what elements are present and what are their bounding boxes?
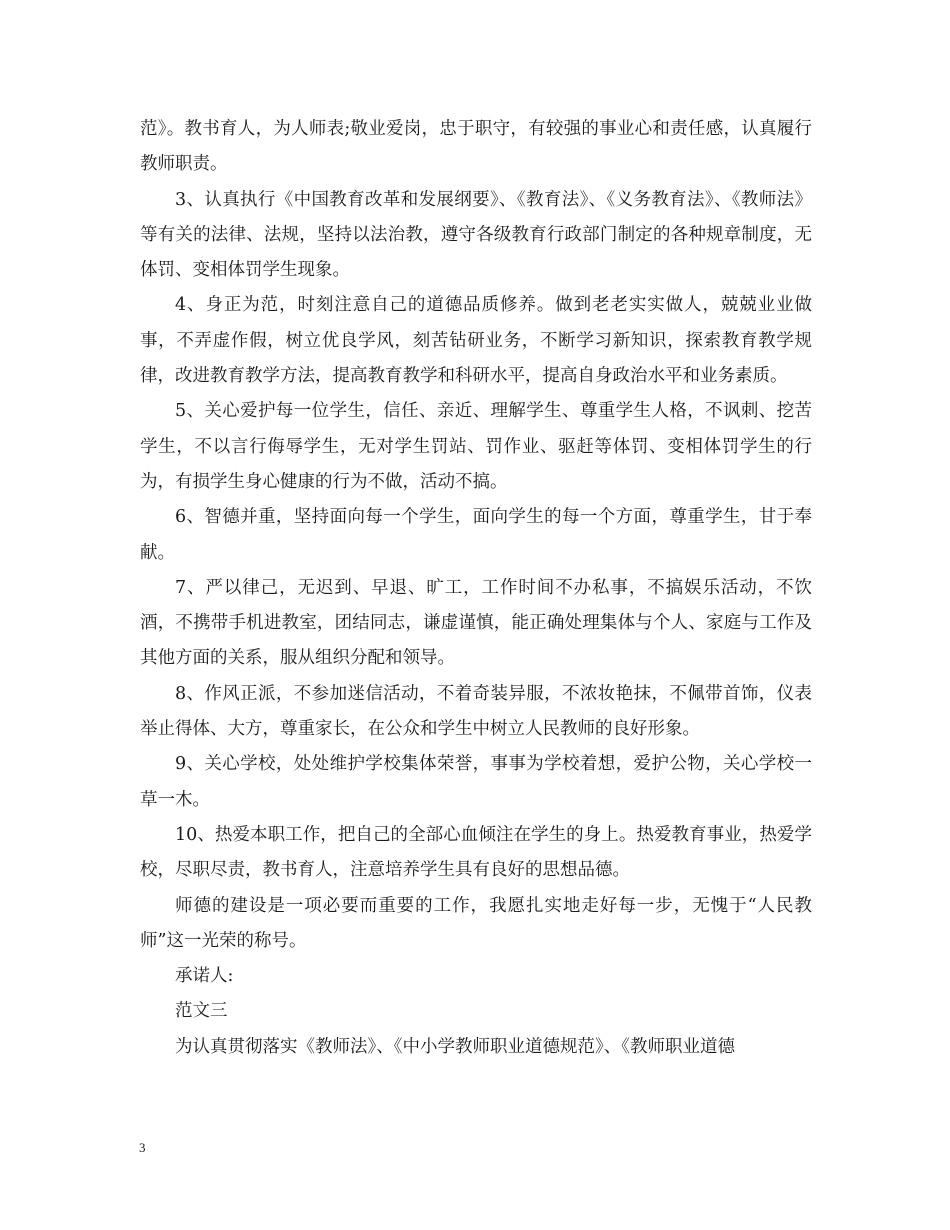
- paragraph-item-8: 8、作风正派，不参加迷信活动，不着奇装异服，不浓妆艳抹，不佩带首饰，仪表举止得体、大方，尊重家长，在公众和学生中树立人民教师的良好形象。: [140, 683, 812, 740]
- paragraph-item-10: 10、热爱本职工作，把自己的全部心血倾注在学生的身上。热爱教育事业，热爱学校，尽职尽责，教书育人，注意培养学生具有良好的思想品德。: [140, 824, 812, 881]
- paragraph-item-9: 9、关心学校，处处维护学校集体荣誉，事事为学校着想，爱护公物，关心学校一草一木。: [140, 754, 812, 810]
- paragraph-item-6: 6、智德并重，坚持面向每一个学生，面向学生的每一个方面，尊重学生，甘于奉献。: [140, 507, 812, 563]
- paragraph-item-4: 4、身正为范，时刻注意自己的道德品质修养。做到老老实实做人，兢兢业业做事，不弄虚作假，树立优良学风，刻苦钻研业务，不断学习新知识，探索教育教学规律，改进教育教学方法，提高教育教学和科研水平，提高自身政治水平和业务素质。: [140, 295, 812, 387]
- paragraph-item-5: 5、关心爱护每一位学生，信任、亲近、理解学生、尊重学生人格，不讽刺、挖苦学生，不以言行侮辱学生，无对学生罚站、罚作业、驱赶等体罚、变相体罚学生的行为，有损学生身心健康的行为不做，活动不搞。: [140, 401, 812, 492]
- paragraph-intro: 为认真贯彻落实《教师法》、《中小学教师职业道德规范》、《教师职业道德: [175, 1036, 735, 1057]
- paragraph-closing: 师德的建设是一项必要而重要的工作，我愿扎实地走好每一步，无愧于“人民教师”这一光荣的称号。: [140, 895, 812, 951]
- paragraph-item-7: 7、严以律己，无迟到、早退、旷工，工作时间不办私事，不搞娱乐活动，不饮酒，不携带手机进教室，团结同志，谦虚谨慎，能正确处理集体与个人、家庭与工作及其他方面的关系，服从组织分配和领导。: [140, 577, 812, 669]
- signature-line: 承诺人:: [175, 966, 234, 987]
- section-heading: 范文三: [175, 1001, 228, 1022]
- document-body: [140, 112, 812, 1065]
- page-number: 3: [139, 1140, 146, 1155]
- paragraph-item-3: 3、认真执行《中国教育改革和发展纲要》、《教育法》、《义务教育法》、《教师法》等有关的法律、法规，坚持以法治教，遵守各级教育行政部门制定的各种规章制度，无体罚、变相体罚学生现象。: [140, 189, 812, 281]
- paragraph-continuation: 范》。教书育人，为人师表;敬业爱岗，忠于职守，有较强的事业心和责任感，认真履行教师职责。: [140, 119, 812, 175]
